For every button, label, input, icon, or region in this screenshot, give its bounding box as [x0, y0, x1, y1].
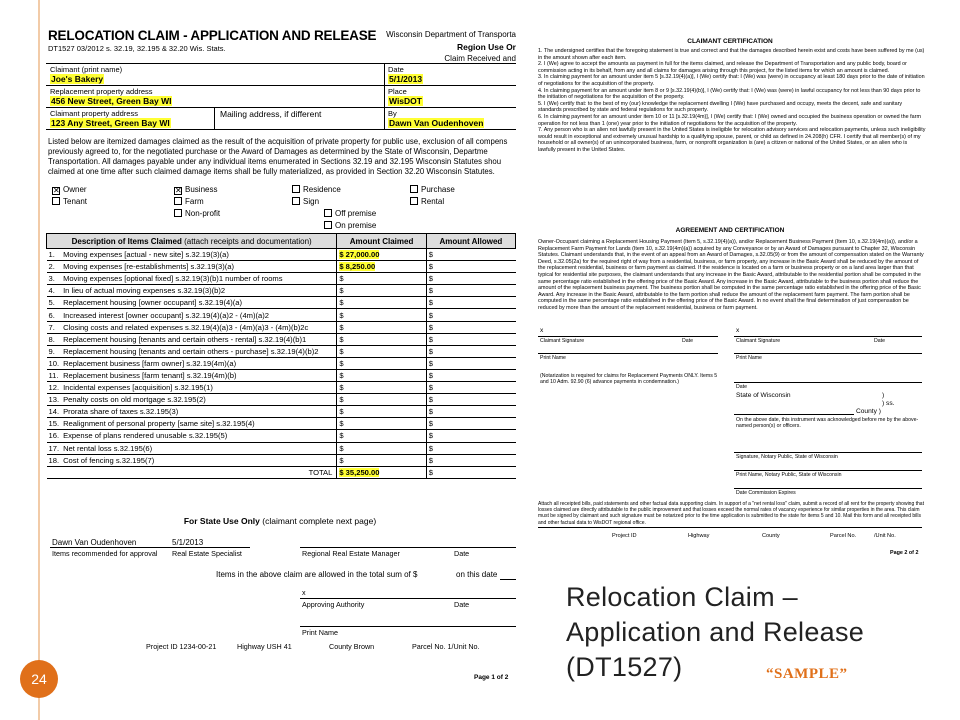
slide-caption: [566, 580, 946, 685]
date-value: 5/1/2013: [389, 74, 423, 84]
parcel-number: Parcel No. 1/Unit No.: [412, 642, 480, 651]
page-of-label: Page 1 of 2: [474, 674, 509, 681]
row-description: Replacement business [farm owner] s.32.19(4m)(a): [61, 357, 337, 369]
items-recommended-label: Items recommended for approval: [52, 549, 158, 558]
page-number-badge: 24: [20, 660, 58, 698]
row-amount-claimed[interactable]: $: [337, 454, 426, 466]
row-amount-claimed[interactable]: $: [337, 418, 426, 430]
table-row: [47, 382, 516, 394]
on-this-date-text: on this date: [456, 570, 498, 579]
row-amount-claimed[interactable]: $: [337, 382, 426, 394]
row-amount-allowed[interactable]: $: [426, 273, 515, 285]
cert-item: 2. I (We) agree to accept the amounts as payment in full for the items claimed, and release the Department of Transportation and any public body, board or commission acting in its behalf, from any and all claims for damages arising through this project, for the listed items for which an amount is claimed.: [538, 61, 907, 74]
claim-received-label: Claim Received and: [444, 54, 516, 63]
row-amount-allowed[interactable]: $: [426, 394, 515, 406]
table-row: [47, 357, 516, 369]
table-row: [47, 345, 516, 357]
highway: Highway USH 41: [237, 642, 292, 651]
date-label: Date: [454, 600, 470, 609]
row-description: Replacement housing [owner occupant] s.32.19(4)(a): [61, 297, 337, 309]
x-mark: x: [302, 588, 306, 597]
row-description: Moving expenses [actual - new site] s.32.19(3)(a): [61, 249, 337, 261]
row-amount-allowed[interactable]: $: [426, 357, 515, 369]
page-of-label: Page 2 of 2: [890, 550, 919, 556]
notary-signature-label: Signature, Notary Public, State of Wisconsin: [736, 454, 838, 460]
certification-list: [538, 48, 926, 154]
row-number: 6.: [47, 309, 62, 321]
row-amount-claimed[interactable]: $: [337, 309, 426, 321]
date-label: Date: [874, 338, 885, 344]
footer-county: County: [762, 533, 780, 539]
approving-authority-label: Approving Authority: [302, 600, 365, 609]
row-number: 5.: [47, 297, 62, 309]
row-number: 10.: [48, 358, 60, 368]
row-number: 17.: [48, 443, 60, 453]
field-rule: [46, 85, 516, 86]
signature-line: [538, 336, 718, 337]
table-row: [47, 442, 516, 454]
row-description: Moving expenses [re-establishments] s.32.19(3)(a): [61, 261, 337, 273]
row-amount-claimed[interactable]: $: [337, 285, 426, 297]
checkbox-off-premise[interactable]: Off premise: [324, 209, 376, 218]
replacement-address-label: Replacement property address: [50, 87, 153, 96]
checkbox-business[interactable]: ✕ Business: [175, 185, 218, 195]
row-number: 12.: [48, 383, 60, 393]
field-rule: [46, 63, 516, 64]
print-name-line: [300, 626, 516, 627]
print-name-line: [538, 353, 718, 354]
replacement-address-value: 456 New Street, Green Bay WI: [51, 96, 172, 106]
checkbox-on-premise[interactable]: On premise: [324, 221, 376, 230]
row-number: 4.: [47, 285, 62, 297]
form-page-2: [534, 24, 926, 560]
county: County Brown: [329, 642, 375, 651]
row-number: 18.: [48, 455, 60, 465]
row-amount-claimed[interactable]: $: [337, 394, 426, 406]
agency-name: Wisconsin Department of Transporta: [386, 30, 516, 39]
date-label: Date: [388, 65, 404, 74]
form-title: RELOCATION CLAIM - APPLICATION AND RELEASE: [48, 28, 377, 43]
footer-highway: Highway: [688, 533, 710, 539]
place-label: Place: [388, 87, 407, 96]
print-name-label: Print Name: [540, 355, 566, 361]
row-amount-claimed[interactable]: $: [337, 406, 426, 418]
claimant-signature-label: Claimant Signature: [540, 338, 585, 344]
table-row: [47, 406, 516, 418]
row-amount-allowed[interactable]: $: [426, 406, 515, 418]
row-number: 16.: [48, 431, 60, 441]
row-number: 1.: [47, 249, 62, 261]
row-amount-claimed[interactable]: $: [337, 369, 426, 381]
row-amount-allowed[interactable]: $: [426, 454, 515, 466]
commission-line: [734, 488, 922, 489]
row-description: Moving expenses [optional fixed] s.32.19(3)(b)1 number of rooms: [61, 273, 337, 285]
row-amount-claimed[interactable]: $: [337, 430, 426, 442]
row-amount-claimed[interactable]: $: [337, 321, 426, 333]
table-row: [47, 394, 516, 406]
row-description: Realignment of personal property [same site] s.32.195(4): [61, 418, 337, 430]
table-row: [47, 333, 516, 345]
print-name-label: Print Name: [302, 628, 338, 637]
checkbox-rental[interactable]: Rental: [410, 197, 444, 206]
row-description: Prorata share of taxes s.32.195(3): [61, 406, 337, 418]
row-amount-claimed[interactable]: $: [337, 297, 426, 309]
notary-signature-line: [734, 452, 922, 453]
regional-manager-label: Regional Real Estate Manager: [302, 549, 400, 558]
x-mark: x: [540, 327, 544, 334]
total-row: [47, 466, 516, 478]
claimant-address-label: Claimant property address: [50, 109, 138, 118]
table-row: [47, 430, 516, 442]
footer-project-id: Project ID: [612, 533, 637, 539]
footer-unit: /Unit No.: [874, 533, 896, 539]
table-row: [47, 249, 516, 261]
cert-item: 5. I (We) certify that: to the best of my (our) knowledge the replacement dwelling I (We) have purchased and occupy, meets the decent, safe and sanitary standards prescribed by state and federal regulations for such property.: [538, 100, 903, 114]
notary-print-label: Print Name, Notary Public, State of Wisconsin: [736, 472, 842, 478]
row-description: In lieu of actual moving expenses s.32.19(3)(b)2: [61, 285, 337, 297]
claimant-certification-heading: CLAIMANT CERTIFICATION: [687, 38, 773, 45]
row-number: 14.: [48, 407, 60, 417]
cert-item: 7. Any person who is an alien not lawfully present in the United States is ineligible for relocation advisory services and relocation payments, unless such ineligibility would result in exceptional and extremely unusual hardship to a qualifying spouse, parent, or child as defined in 24.208(h) CFR. I certify that all member(s) of my household or all owner(s) of an unincorporated business, farm, or nonprofit organization is (are) a citizen or national of the United States, or an alien who is lawfully present in the United States.: [538, 127, 926, 153]
checkbox-nonprofit[interactable]: Non-profit: [174, 209, 220, 218]
row-number: 2.: [47, 261, 62, 273]
row-amount-claimed[interactable]: $: [337, 357, 426, 369]
commission-label: Date Commission Expires: [736, 490, 796, 496]
cert-item: 1. The undersigned certifies that the foregoing statement is true and correct and that the damages described herein exist and costs have been suffered by me (us) in the amount shown after each item.: [538, 48, 925, 61]
acknowledged-text: On the above date, this instrument was acknowledged before me by the above-named person(s) or officers.: [736, 417, 919, 430]
total-claimed[interactable]: $ 35,250.00: [337, 466, 426, 478]
claimant-label: Claimant (print name): [50, 65, 123, 74]
row-amount-allowed[interactable]: $: [426, 321, 515, 333]
row-amount-claimed[interactable]: $: [337, 333, 426, 345]
row-amount-claimed[interactable]: $ 27,000.00: [337, 249, 426, 261]
date-label: Date: [682, 338, 693, 344]
checkbox-tenant[interactable]: Tenant: [52, 197, 87, 206]
row-description: Net rental loss s.32.195(6): [61, 442, 337, 454]
row-description: Expense of plans rendered unusable s.32.195(5): [61, 430, 337, 442]
project-id: Project ID 1234-00-21: [146, 642, 217, 651]
footer-parcel: Parcel No.: [830, 533, 857, 539]
caption-line: Application and Release: [566, 617, 865, 647]
caption-line: Relocation Claim –: [566, 582, 798, 612]
field-divider: [214, 107, 215, 129]
total-label: TOTAL: [61, 466, 337, 478]
allowed-total-text: Items in the above claim are allowed in the total sum of $: [216, 570, 418, 579]
total-allowed[interactable]: $: [426, 466, 515, 478]
row-amount-claimed[interactable]: $: [337, 345, 426, 357]
claimant-signature-label: Claimant Signature: [736, 338, 781, 344]
date-label: Date: [454, 549, 470, 558]
cert-item: 3. In claiming payment for an amount under item 5 [s.32.19(4)(a)], I (We) certify that: I (We) was (were) in occupancy at least 180 days prior to the date of initiation of negotiations for the acquisition of the property.: [538, 74, 925, 87]
by-value: Dawn Van Oudenhoven: [389, 118, 484, 128]
place-value: WisDOT: [389, 96, 422, 106]
column-header-claimed: Amount Claimed: [337, 234, 426, 249]
table-row: [47, 273, 516, 285]
state-of-wisconsin: State of Wisconsin: [736, 392, 791, 399]
claimant-value: Joe's Bakery: [51, 74, 104, 84]
checkbox-sign[interactable]: Sign: [292, 197, 319, 206]
row-description: Replacement housing [tenants and certain others - purchase] s.32.19(4)(b)2: [61, 345, 337, 357]
table-row: [47, 321, 516, 333]
row-description: Cost of fencing s.32.195(7): [61, 454, 337, 466]
checkbox-purchase[interactable]: Purchase: [410, 185, 455, 194]
checkbox-farm[interactable]: Farm: [174, 197, 204, 206]
county-label: County ): [856, 408, 881, 415]
table-row: [47, 261, 516, 273]
checkbox-owner[interactable]: ✕ Owner: [53, 185, 87, 195]
cert-item: 6. In claiming payment for an amount under item 10 or 11 [s.32.19(4m)], I (We) certify that: I (We) owned and occupied the business operation or owned the farm operation for not less than 1 (one) year prior to the initiation of negotiations for the acquisition of the property.: [538, 113, 921, 127]
claimant-address-value: 123 Any Street, Green Bay WI: [51, 118, 170, 128]
date-line: [500, 579, 516, 580]
row-number: 11.: [47, 369, 62, 381]
row-number: 15.: [48, 419, 60, 429]
date-label: Date: [736, 384, 747, 390]
row-description: Closing costs and related expenses s.32.19(4)(a)3 - (4m)(a)3 - (4m)(b)2c: [61, 321, 337, 333]
notarization-note: (Notarization is required for claims for Replacement Payments ONLY. Items 5 and 10 Adm. 92.90 (6) advance payments in condemnation.): [540, 373, 718, 386]
recommender-date: 5/1/2013: [172, 538, 204, 547]
row-amount-allowed[interactable]: $: [426, 309, 515, 321]
date-line: [734, 382, 922, 383]
ss-mark: ) ss.: [882, 400, 895, 407]
signature-line: [734, 336, 922, 337]
recommender-name: Dawn Van Oudenhoven: [52, 538, 137, 547]
row-amount-allowed[interactable]: $: [426, 442, 515, 454]
footer-line: [538, 527, 922, 528]
signature-line: [50, 547, 250, 548]
table-row: [47, 454, 516, 466]
table-row: [47, 369, 516, 381]
x-mark: x: [736, 327, 740, 334]
column-header-allowed: Amount Allowed: [426, 234, 515, 249]
table-row: [47, 297, 516, 309]
row-description: Penalty costs on old mortgage s.32.195(2): [61, 394, 337, 406]
signature-line: [300, 598, 516, 599]
row-amount-allowed[interactable]: $: [426, 333, 515, 345]
row-description: Incidental expenses [acquisition] s.32.195(1): [61, 382, 337, 394]
field-divider: [384, 63, 385, 129]
caption-line: (DT1527): [566, 652, 683, 682]
mailing-address-label: Mailing address, if different: [220, 109, 322, 119]
row-number: 8.: [47, 333, 62, 345]
row-amount-allowed[interactable]: $: [426, 430, 515, 442]
items-claimed-table: [46, 233, 516, 479]
by-label: By: [388, 109, 397, 118]
row-description: Increased interest [owner occupant] s.32.19(4)(a)2 - (4m)(a)2: [61, 309, 337, 321]
row-amount-allowed[interactable]: $: [426, 382, 515, 394]
notary-print-line: [734, 470, 922, 471]
row-amount-claimed[interactable]: $: [337, 273, 426, 285]
state-use-heading: For State Use Only (claimant complete next page): [183, 516, 377, 526]
row-description: Replacement housing [tenants and certain others - rental] s.32.19(4)(b)1: [61, 333, 337, 345]
accent-line: [38, 0, 40, 720]
row-amount-allowed[interactable]: $: [426, 345, 515, 357]
table-row: [47, 418, 516, 430]
form-reference: DT1527 03/2012 s. 32.19, 32.195 & 32.20 Wis. Stats.: [48, 44, 226, 53]
signature-line: [300, 547, 516, 548]
column-header-description: Description of Items Claimed (attach receipts and documentation): [47, 234, 337, 249]
row-amount-allowed[interactable]: $: [426, 285, 515, 297]
agreement-text: Owner-Occupant claiming a Replacement Housing Payment (Item 5, s.32.19(4)(a)), and/or Replacement Business Payment (Item 10, s.32.19(4m)(a)), and/or a Replacement Farm Payment for Lands (Item 10, s.32.19(4m)(a)) acquired by any Conveyance or by an Award of Damages pursuant to Chapter 32, Wisconsin Statutes. Claimant understands that, in the event of an appeal from an Award of Damages, s.32.05(9) or from the amount of compensation stated on the Warranty Deed, s.32.05(2a) for the required right of way from a residential, business, or farm property, any increase in the Basic Award shall be reduced by the amount of the replacement residential, business or farm payment as claimed. If the residence is located on a farm or business property or on a land area larger than that typical for residential site purposes, the claimant understands that any increase in the Basic Award, attributable to the residential portion shall be computed in the same percentage ratio established in the offering price of the Basic Award. Any increase in the Basic Award, attributable to the business portion shall reduce the amount of the replacement business payment. The business portion shall be computed in the same percentage ratio established in the offering price of the Basic Award. Any increase in the Basic Award, attributable to the farm portion shall reduce the amount of the replacement farm payment. The farm portion shall be computed in the same percentage ratio established in the offering price of the Basic Award. In no event shall the final determination of just compensation be reduced by more than the amount of the replacement residential, business or farm payment.: [538, 239, 924, 311]
row-amount-allowed[interactable]: $: [426, 261, 515, 273]
form-page-1: [44, 24, 516, 682]
real-estate-specialist-label: Real Estate Specialist: [172, 549, 242, 558]
row-number: 3.: [47, 273, 62, 285]
row-description: Replacement business [farm tenant] s.32.19(4m)(b): [61, 369, 337, 381]
sample-label: “SAMPLE”: [766, 666, 848, 682]
paren-mark: ): [882, 392, 885, 399]
row-amount-allowed[interactable]: $: [426, 297, 515, 309]
field-rule: [46, 129, 516, 130]
row-number: 9.: [47, 345, 62, 357]
print-name-label: Print Name: [736, 355, 762, 361]
table-row: [47, 309, 516, 321]
cert-item: 4. In claiming payment for an amount under item 8 or 9 [s.32.19(4)(b)], I (We) certify that: I (We) was (were) in lawful occupancy for not less than 90 days prior to the initiation of negotiations for the acquisition of the property.: [538, 87, 921, 101]
row-amount-allowed[interactable]: $: [426, 418, 515, 430]
row-amount-allowed[interactable]: $: [426, 249, 515, 261]
region-use-label: Region Use Or: [456, 42, 516, 52]
intro-paragraph: Listed below are itemized damages claimed as the result of the acquisition of private property for public use, exclusion of all compens previously agreed to, for the negotiated purchase or the Award of Damages as determined by the State of Wisconsin, Departme Transportation. All damages payable under any individual items enumerated in Sections 32.19 and 32.195 Wisconsin Statutes shou claimed at one time after such claimed damage items shall be fully materialized, as provided in Section 32.20 Wisconsin Statutes.: [48, 137, 508, 176]
field-rule: [46, 107, 516, 108]
table-row: [47, 285, 516, 297]
row-number: 13.: [48, 395, 60, 405]
county-line: [734, 414, 854, 415]
row-amount-allowed[interactable]: $: [426, 369, 515, 381]
checkbox-residence[interactable]: Residence: [292, 185, 341, 194]
row-amount-claimed[interactable]: $: [337, 442, 426, 454]
attach-note: Attach all receipted bills, paid statements and other factual data supporting claim. In support of a "net rental loss" claim, submit a record of all rent for the property showing that losses claimed are directly attributable to the public improvement and that losses exceed the normal rates of vacancy experience for similar properties in the area. This claim must be signed by claimant and such signature must be notarized prior to the time application is submitted to the state for items 5 and 10. Mail this form and all receipted bills and other factual data to WisDOT regional office.: [538, 501, 924, 526]
row-amount-claimed[interactable]: $ 8,250.00: [337, 261, 426, 273]
print-name-line: [734, 353, 922, 354]
row-number: 7.: [47, 321, 62, 333]
agreement-heading: AGREEMENT AND CERTIFICATION: [675, 227, 785, 234]
